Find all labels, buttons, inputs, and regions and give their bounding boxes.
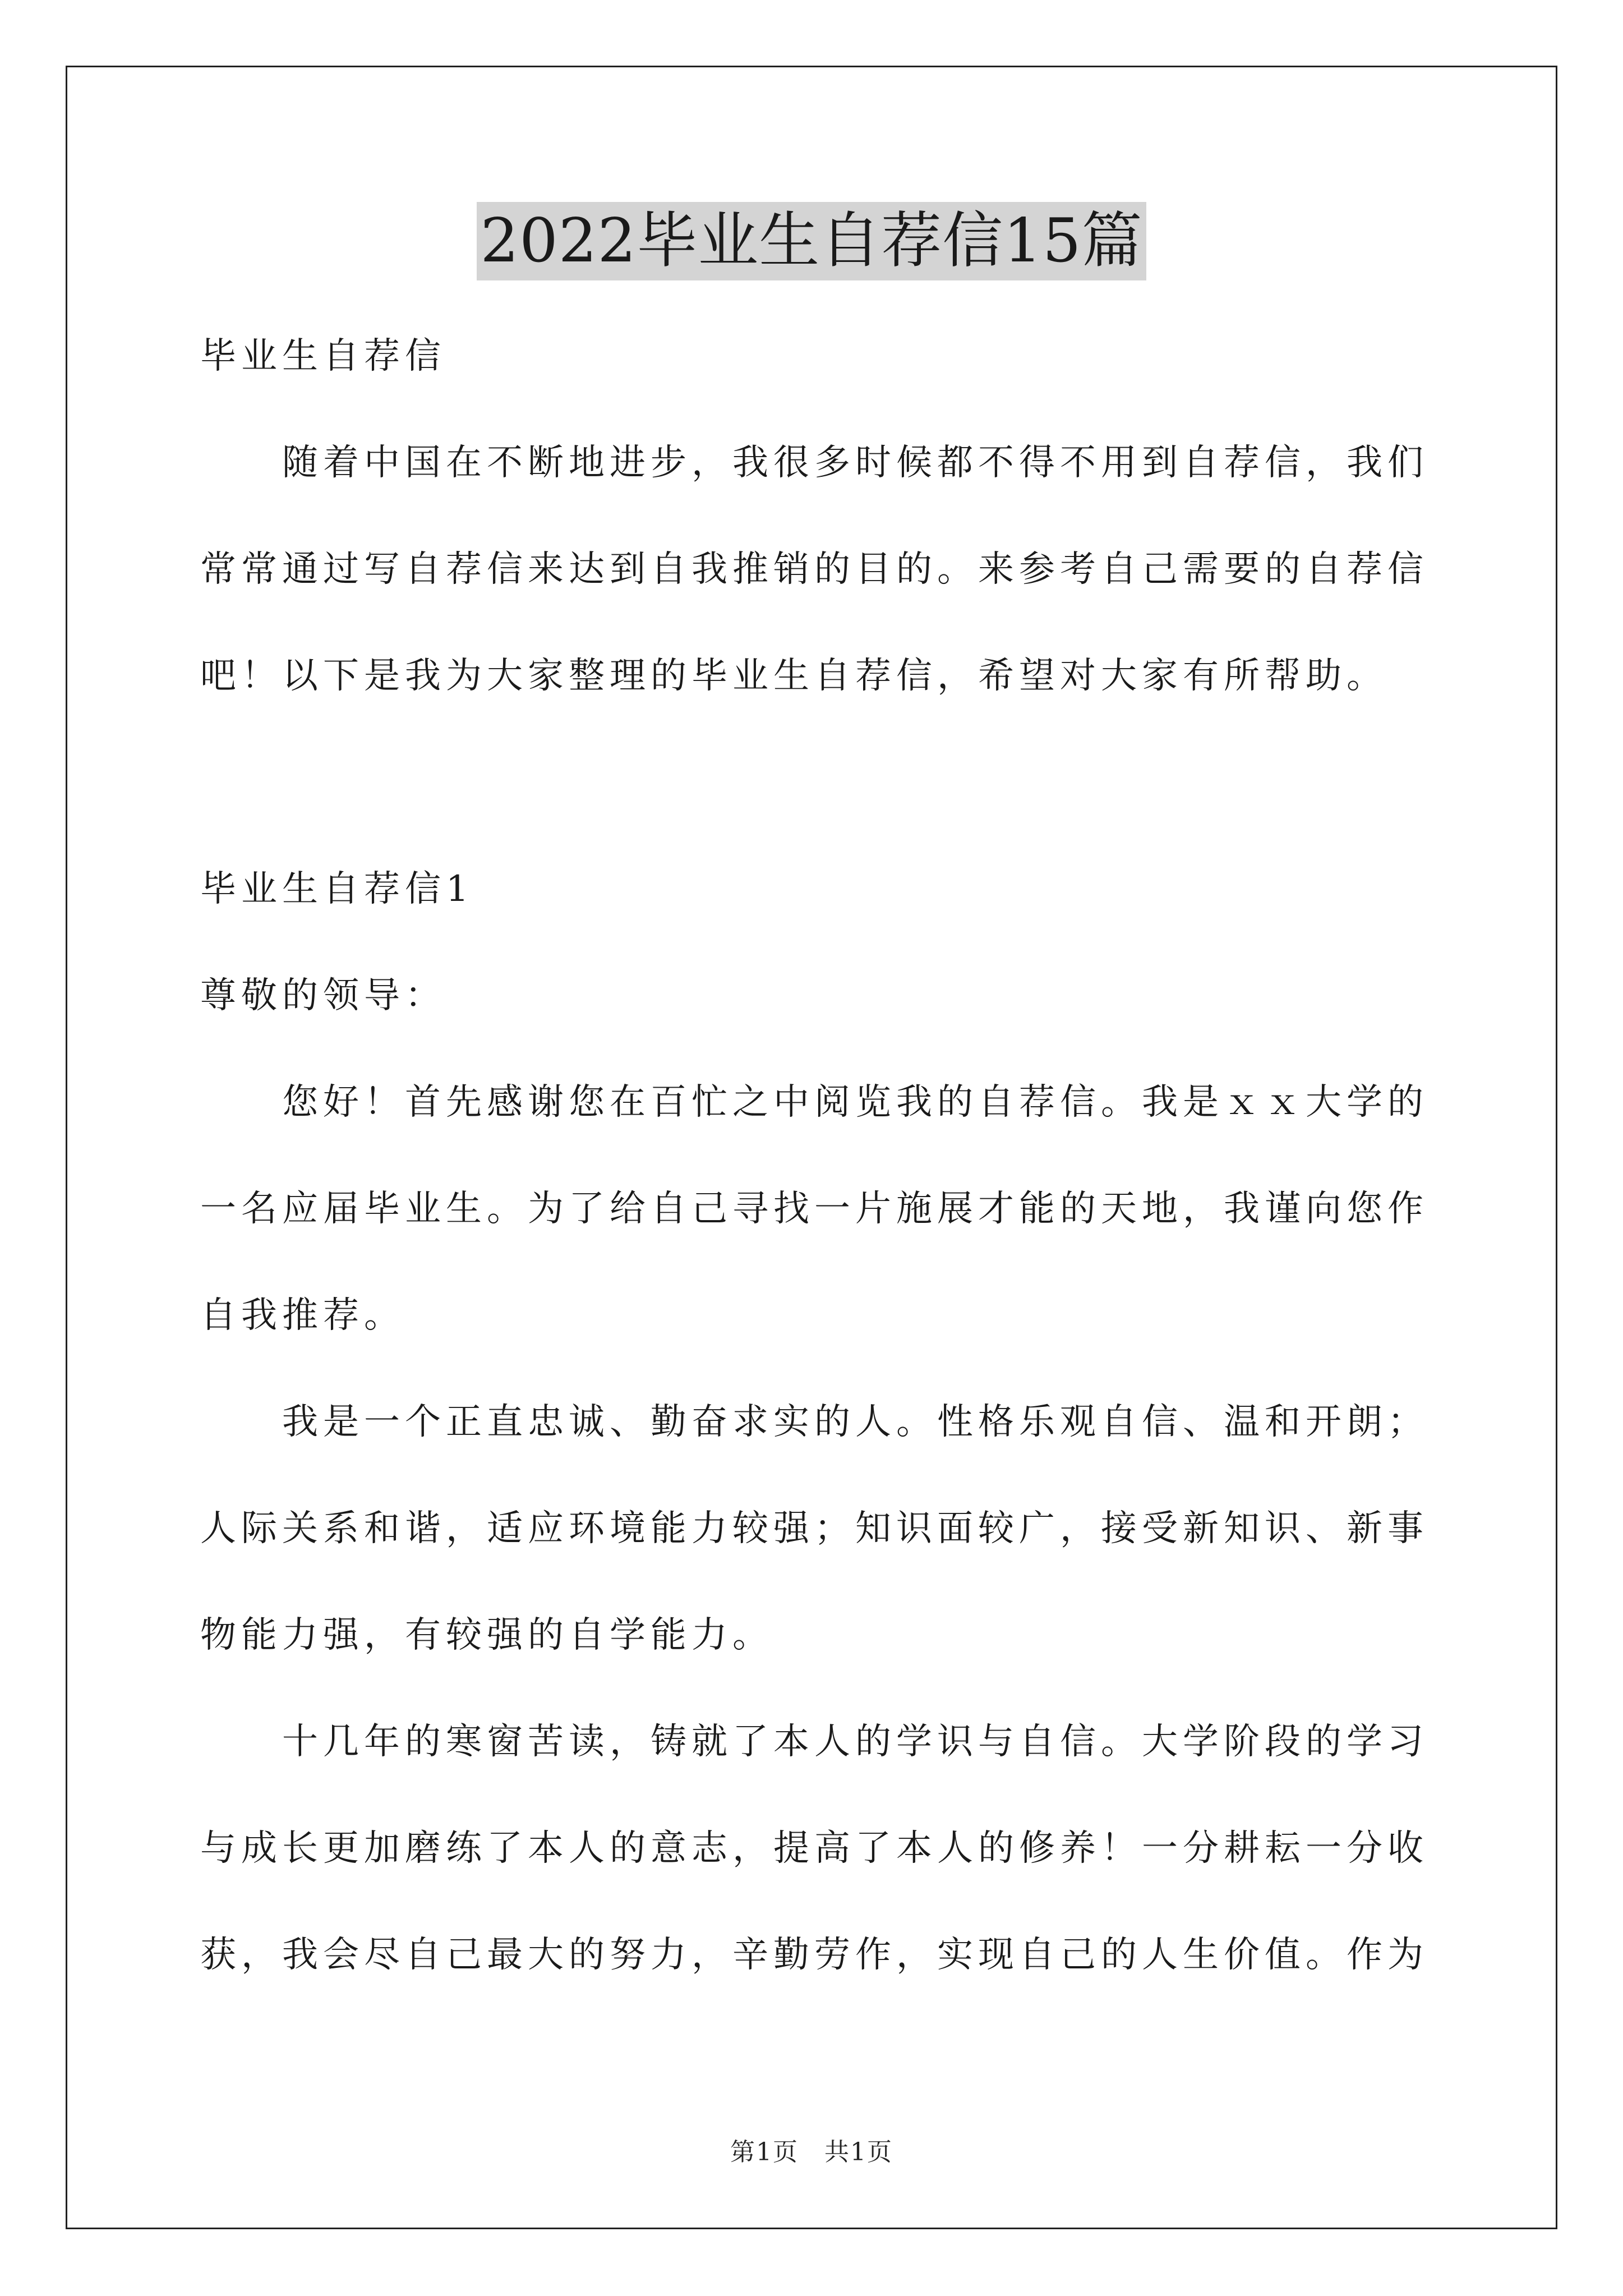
text-line-p1-3: 自我推荐。	[200, 1295, 405, 1336]
page-footer	[0, 2132, 1623, 2168]
page-total: 共1页	[824, 2138, 893, 2166]
document-title: 2022毕业生自荐信15篇	[477, 202, 1146, 280]
text-line-p2-2: 人际关系和谐，适应环境能力较强；知识面较广，接受新知识、新事	[200, 1508, 1428, 1549]
text-line-intro-1: 随着中国在不断地进步，我很多时候都不得不用到自荐信，我们	[282, 442, 1428, 484]
title-container	[0, 202, 1623, 280]
text-line-p2-1: 我是一个正直忠诚、勤奋求实的人。性格乐观自信、温和开朗；	[282, 1401, 1428, 1443]
text-line-p3-3: 获，我会尽自己最大的努力，辛勤劳作，实现自己的人生价值。作为	[200, 1934, 1428, 1976]
text-line-p1-2: 一名应届毕业生。为了给自己寻找一片施展才能的天地，我谨向您作	[200, 1188, 1428, 1230]
text-line-intro-2: 常常通过写自荐信来达到自我推销的目的。来参考自己需要的自荐信	[200, 549, 1428, 590]
text-line-intro-3: 吧！以下是我为大家整理的毕业生自荐信，希望对大家有所帮助。	[200, 655, 1387, 697]
page-number: 第1页	[730, 2138, 799, 2166]
document-body	[200, 303, 1434, 2008]
text-line-p1-1: 您好！首先感谢您在百忙之中阅览我的自荐信。我是ｘｘ大学的	[282, 1082, 1428, 1123]
text-line-p3-1: 十几年的寒窗苦读，铸就了本人的学识与自信。大学阶段的学习	[282, 1721, 1428, 1763]
text-line-subtitle: 毕业生自荐信	[200, 335, 446, 377]
paragraph-gap	[200, 729, 1434, 836]
text-line-p2-3: 物能力强，有较强的自学能力。	[200, 1614, 773, 1656]
text-line-heading-1: 毕业生自荐信1	[200, 868, 474, 910]
text-line-salutation: 尊敬的领导：	[200, 975, 446, 1016]
text-line-p3-2: 与成长更加磨练了本人的意志，提高了本人的修养！一分耕耘一分收	[200, 1828, 1428, 1869]
